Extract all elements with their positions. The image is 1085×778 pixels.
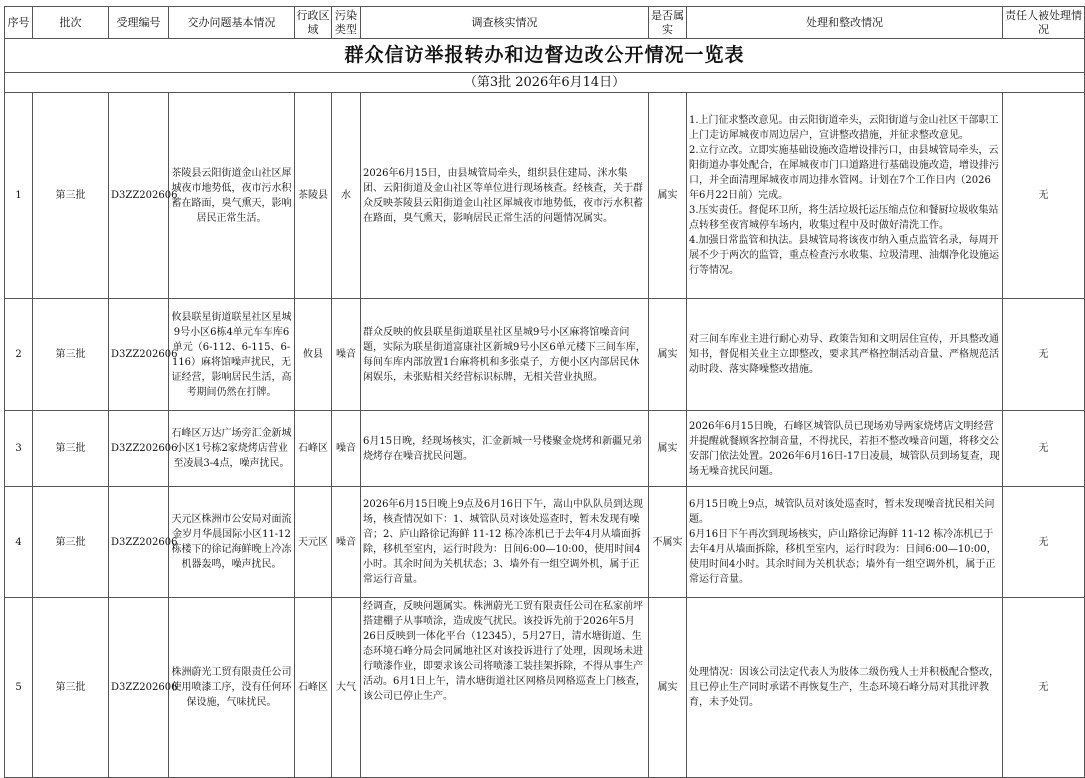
row-pollution-type: 水 bbox=[332, 93, 361, 299]
row-pollution-type: 噪音 bbox=[332, 411, 361, 487]
table-row bbox=[5, 411, 1085, 487]
row-basic: 株洲蔚光工贸有限责任公司使用喷漆工序，没有任何环保设施，气味扰民。 bbox=[169, 598, 295, 778]
row-basic: 茶陵县云阳街道金山社区犀城夜市地势低，夜市污水积蓄在路面，臭气熏天，影响居民正常生活。 bbox=[169, 93, 295, 299]
page-subtitle: （第3批 2026年6月14日） bbox=[5, 73, 1085, 93]
row-responsible: 无 bbox=[1003, 411, 1085, 487]
document-sheet bbox=[4, 6, 1084, 778]
row-code: D3ZZ202606 bbox=[109, 299, 169, 411]
handle-item: 2.立行立改。立即实施基础设施改造增设排污口，由县城管局牵头，云阳街道办事处配合，在犀城夜市门口道路进行基础设施改造，增设排污口，并全面清理犀城夜市周边排水管网。计划在7个工作日内（2026年6月22日前）完成。 bbox=[689, 145, 999, 201]
row-fact: 属实 bbox=[649, 598, 687, 778]
row-region: 攸县 bbox=[295, 299, 332, 411]
row-responsible: 无 bbox=[1003, 598, 1085, 778]
header-responsible: 责任人被处理情况 bbox=[1003, 7, 1085, 39]
table-row bbox=[5, 598, 1085, 778]
complaint-table bbox=[4, 6, 1085, 778]
row-batch: 第三批 bbox=[33, 598, 109, 778]
row-fact: 不属实 bbox=[649, 487, 687, 598]
handle-item: 6月16日下午再次到现场核实，庐山路徐记海鲜 11-12 栋冷冻机已于去年4月从墙面拆除，移机至室内，运行时段为：日间6:00—10:00，使用时间4小时。其余时间为关机状态；墙外有一组空调外机，属于正常运行音量。 bbox=[689, 529, 997, 585]
row-region: 茶陵县 bbox=[295, 93, 332, 299]
row-fact: 属实 bbox=[649, 299, 687, 411]
row-responsible: 无 bbox=[1003, 93, 1085, 299]
row-code: D3ZZ202606 bbox=[109, 93, 169, 299]
handle-item: 3.压实责任。督促环卫所，将生活垃圾托运压缩点位和餐厨垃圾收集站点转移至夜宵城停车场内，收集过程中及时做好清洗工作。 bbox=[689, 205, 999, 231]
row-no: 2 bbox=[5, 299, 33, 411]
row-handle bbox=[687, 487, 1003, 598]
row-pollution-type: 大气 bbox=[332, 598, 361, 778]
header-pollution-type: 污染类型 bbox=[332, 7, 361, 39]
handle-item: 对三间车库业主进行耐心劝导、政策告知和文明居住宣传，开具整改通知书，督促相关业主立即整改，要求其严格控制活动音量、严格规范活动时段、落实降噪整改措施。 bbox=[689, 334, 999, 375]
header-basic: 交办问题基本情况 bbox=[169, 7, 295, 39]
row-basic: 攸县联星街道联星社区星城9号小区6栋4单元车车库6单元（6-112、6-115、6-116）麻将馆噪声扰民，无证经营，影响居民生活，高考期间仍然在打牌。 bbox=[169, 299, 295, 411]
row-region: 石峰区 bbox=[295, 598, 332, 778]
page-title: 群众信访举报转办和边督边改公开情况一览表 bbox=[5, 39, 1085, 73]
row-batch: 第三批 bbox=[33, 93, 109, 299]
row-no: 4 bbox=[5, 487, 33, 598]
header-fact: 是否属实 bbox=[649, 7, 687, 39]
header-region: 行政区域 bbox=[295, 7, 332, 39]
row-code: D3ZZ202606 bbox=[109, 487, 169, 598]
row-region: 石峰区 bbox=[295, 411, 332, 487]
row-verify: 2026年6月15日，由县城管局牵头，组织县住建局、洣水集团、云阳街道及金山社区等单位进行现场核查。经核查，关于群众反映茶陵县云阳街道金山社区犀城夜市地势低，夜市污水积蓄在路面，臭气熏天，影响居民正常生活的问题情况属实。 bbox=[361, 93, 649, 299]
row-no: 3 bbox=[5, 411, 33, 487]
row-basic: 天元区株洲市公安局对面流金岁月华晨国际小区11-12栋楼下的徐记海鲜晚上冷冻机器轰鸣，噪声扰民。 bbox=[169, 487, 295, 598]
header-no: 序号 bbox=[5, 7, 33, 39]
row-verify: 6月15日晚，经现场核实，汇金新城一号楼聚金烧烤和新疆兄弟烧烤存在噪音扰民问题。 bbox=[361, 411, 649, 487]
row-responsible: 无 bbox=[1003, 487, 1085, 598]
handle-item: 1.上门征求整改意见。由云阳街道牵头，云阳街道与金山社区干部职工上门走访犀城夜市周边居户，宣讲整改措施，并征求整改意见。 bbox=[689, 115, 999, 141]
table-header-row bbox=[5, 7, 1085, 39]
row-code: D3ZZ202606 bbox=[109, 598, 169, 778]
row-code: D3ZZ202606 bbox=[109, 411, 169, 487]
row-handle bbox=[687, 411, 1003, 487]
header-code: 受理编号 bbox=[109, 7, 169, 39]
header-verify: 调查核实情况 bbox=[361, 7, 649, 39]
handle-item: 6月15日晚上9点，城管队员对该处巡查时，暂未发现噪音扰民相关问题。 bbox=[689, 499, 995, 525]
row-verify: 2026年6月15日晚上9点及6月16日下午，嵩山中队队员到达现场，核查情况如下：1、城管队员对该处巡查时，暂未发现有噪音；2、庐山路徐记海鲜 11-12 栋冷冻机已于去年4月从墙面拆除，移机至室内，运行时段为：日间6:00—10:00，使用时间4小时。其余时间为关机状态；3、墙外有一组空调外机，属于正常运行音量。 bbox=[361, 487, 649, 598]
row-responsible: 无 bbox=[1003, 299, 1085, 411]
row-handle bbox=[687, 598, 1003, 778]
row-batch: 第三批 bbox=[33, 487, 109, 598]
row-no: 5 bbox=[5, 598, 33, 778]
table-row bbox=[5, 93, 1085, 299]
row-verify: 群众反映的攸县联星街道联星社区星城9号小区麻将馆噪音问题，实际为联星街道富康社区新城9号小区6单元楼下三间车库，每间车库内部放置1台麻将机和多张桌子，方便小区内部居民休闲娱乐，未张贴相关经营标识标牌，无相关营业执照。 bbox=[361, 299, 649, 411]
header-batch: 批次 bbox=[33, 7, 109, 39]
row-fact: 属实 bbox=[649, 93, 687, 299]
row-handle bbox=[687, 299, 1003, 411]
row-pollution-type: 噪音 bbox=[332, 487, 361, 598]
row-fact: 属实 bbox=[649, 411, 687, 487]
row-region: 天元区 bbox=[295, 487, 332, 598]
row-batch: 第三批 bbox=[33, 299, 109, 411]
header-handle: 处理和整改情况 bbox=[687, 7, 1003, 39]
table-row bbox=[5, 487, 1085, 598]
row-basic: 石峰区万达广场旁汇金新城小区1号栋2家烧烤店营业至凌晨3-4点，噪声扰民。 bbox=[169, 411, 295, 487]
table-row bbox=[5, 299, 1085, 411]
row-verify: 经调查，反映问题属实。株洲蔚光工贸有限责任公司在私家前坪搭建棚子从事喷涂，造成废气扰民。该投诉先前于2026年5月26日反映到一体化平台（12345），5月27日，清水塘街道、生态环境石峰分局会同属地社区对该投诉进行了处理，因现场未进行喷漆作业，即要求该公司将喷漆工装挂架拆除，不得从事生产活动。6月1日上午，清水塘街道社区网格员网格巡查上门核查，该公司已停止生产。 bbox=[361, 598, 649, 778]
handle-item: 4.加强日常监管和执法。县城管局将该夜市纳入重点监管名录，每周开展不少于两次的监管，重点检查污水收集、垃圾清理、油烟净化设施运行等情况。 bbox=[689, 235, 999, 276]
handle-item: 处理情况：因该公司法定代表人为肢体二级伤残人士并积极配合整改，且已停止生产同时承诺不再恢复生产，生态环境石峰分局对其批评教育，未予处罚。 bbox=[689, 667, 999, 708]
handle-item: 2026年6月15日晚，石峰区城管队员已现场劝导两家烧烤店文明经营并提醒就餐顾客控制音量，不得扰民，若拒不整改噪音问题，将移交公安部门依法处置。2026年6月16日-17日凌晨，城管队员到场复查，现场无噪音扰民问题。 bbox=[689, 420, 1000, 477]
row-no: 1 bbox=[5, 93, 33, 299]
row-handle bbox=[687, 93, 1003, 299]
row-pollution-type: 噪音 bbox=[332, 299, 361, 411]
row-batch: 第三批 bbox=[33, 411, 109, 487]
